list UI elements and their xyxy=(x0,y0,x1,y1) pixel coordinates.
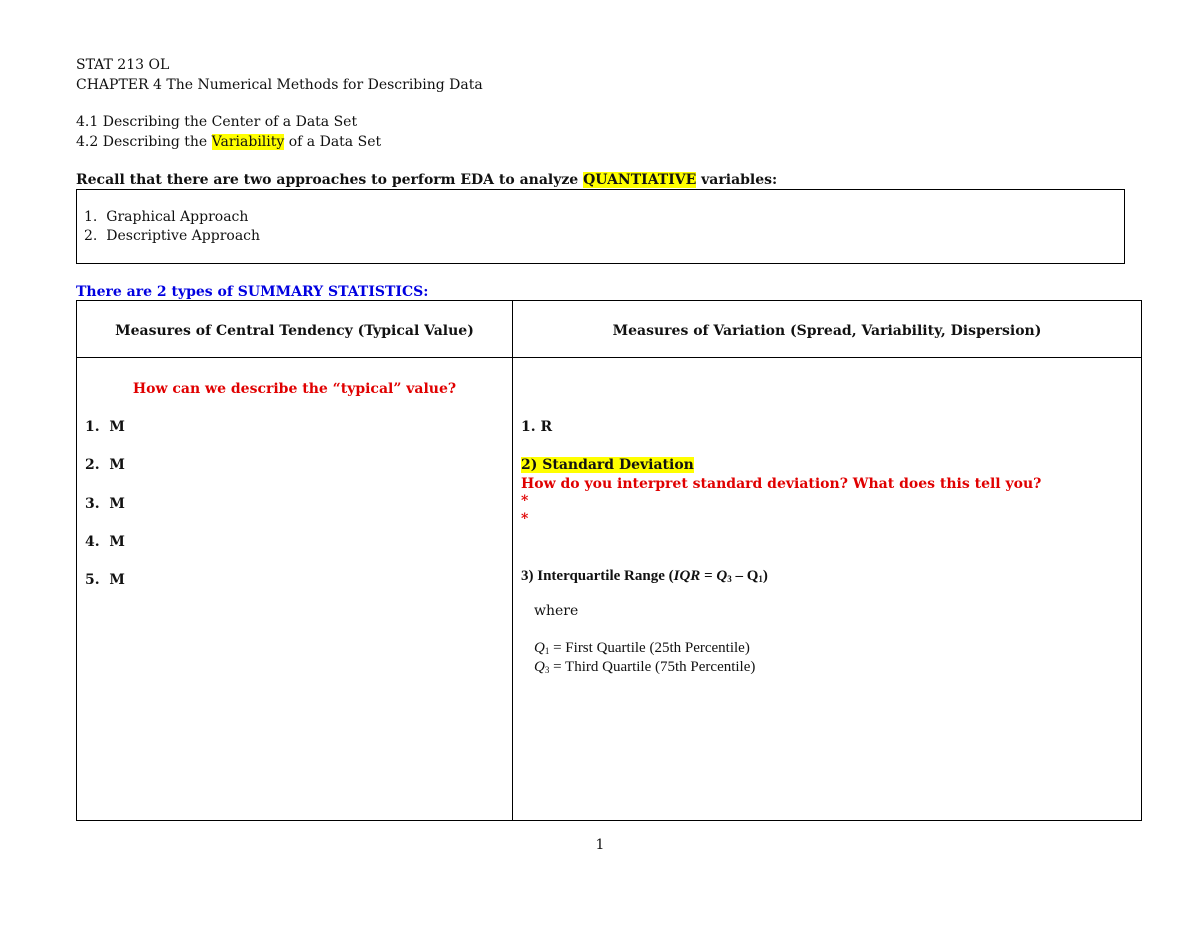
recall-statement xyxy=(76,171,777,190)
q1-symbol: Q xyxy=(534,640,545,656)
variability-highlight: Variability xyxy=(211,134,285,150)
central-item-5: 5. M xyxy=(85,572,125,588)
central-item-1: 1. M xyxy=(85,419,125,435)
typical-value-question: How can we describe the “typical” value? xyxy=(132,381,457,397)
approach-item-1-num: 1. xyxy=(84,209,98,225)
approach-item-2-text: Descriptive Approach xyxy=(106,228,261,244)
page-number: 1 xyxy=(595,837,605,853)
standard-deviation-title xyxy=(521,456,694,475)
central-item-2: 2. M xyxy=(85,457,125,473)
course-title: STAT 213 OL xyxy=(76,57,170,73)
iqr-eq: = xyxy=(700,568,717,584)
iqr-label: 3) Interquartile Range ( xyxy=(521,568,674,584)
approach-item-1-text: Graphical Approach xyxy=(106,209,249,225)
summary-statistics-title: There are 2 types of SUMMARY STATISTICS: xyxy=(76,284,429,300)
table-right-border xyxy=(1141,300,1142,821)
section-4-2-prefix: 4.2 Describing the xyxy=(76,134,212,150)
variation-header: Measures of Variation (Spread, Variability, Dispersion) xyxy=(612,323,1042,339)
approach-item-2 xyxy=(84,227,260,246)
section-4-1: 4.1 Describing the Center of a Data Set xyxy=(76,114,358,130)
table-left-border xyxy=(76,300,77,821)
q3-def-text: = Third Quartile (75th Percentile) xyxy=(549,659,756,675)
iqr-q3: Q xyxy=(716,568,728,584)
bullet-1: * xyxy=(521,493,529,509)
section-4-2-suffix: of a Data Set xyxy=(284,134,382,150)
table-header-divider xyxy=(76,357,1142,358)
variation-item-range: 1. R xyxy=(521,419,553,435)
where-text: where xyxy=(534,603,579,619)
table-column-divider xyxy=(512,300,513,821)
central-tendency-header: Measures of Central Tendency (Typical Value) xyxy=(115,323,474,339)
q3-subscript: 3 xyxy=(544,665,550,675)
q3-symbol: Q xyxy=(534,659,545,675)
central-item-4: 4. M xyxy=(85,534,125,550)
table-top-border xyxy=(76,300,1142,301)
approach-item-2-num: 2. xyxy=(84,228,98,244)
q1-subscript: 1 xyxy=(544,646,550,656)
approach-item-1 xyxy=(84,208,248,227)
iqr-q3-sub: 3 xyxy=(727,574,732,584)
table-bottom-border xyxy=(76,820,1142,821)
q3-definition xyxy=(534,658,755,680)
iqr-title xyxy=(521,567,768,589)
q1-def-text: = First Quartile (25th Percentile) xyxy=(549,640,750,656)
bullet-2: * xyxy=(521,511,529,527)
standard-deviation-question: How do you interpret standard deviation? What does this tell you? xyxy=(521,476,1042,492)
standard-deviation-highlight: 2) Standard Deviation xyxy=(521,457,694,473)
quantitative-highlight: QUANTIATIVE xyxy=(583,172,697,188)
recall-suffix: variables: xyxy=(696,172,778,188)
iqr-close: ) xyxy=(762,568,768,584)
section-4-2 xyxy=(76,133,381,152)
iqr-q1-sub: 1 xyxy=(758,574,763,584)
chapter-title: CHAPTER 4 The Numerical Methods for Describing Data xyxy=(76,77,483,93)
iqr-var: IQR xyxy=(673,568,701,584)
iqr-minus: – Q xyxy=(731,568,759,584)
recall-prefix: Recall that there are two approaches to perform EDA to analyze xyxy=(76,172,584,188)
central-item-3: 3. M xyxy=(85,496,125,512)
